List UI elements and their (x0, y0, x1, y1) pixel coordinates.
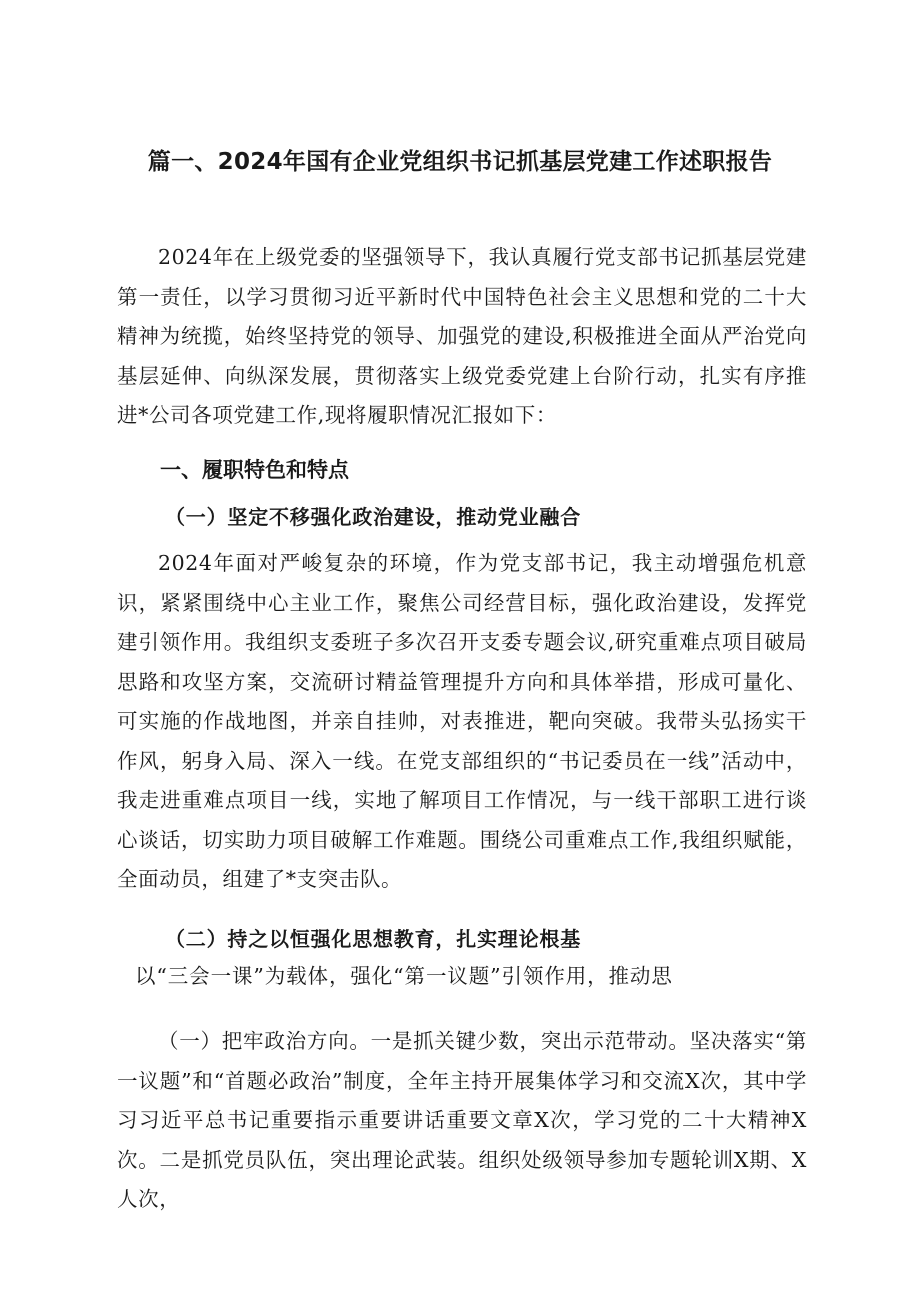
subsection-2-paragraph: 以“三会一课”为载体，强化“第一议题”引领作用，推动思 (135, 964, 673, 988)
subsection-3-paragraph: （一）把牢政治方向。一是抓关键少数，突出示范带动。坚决落实“第一议题”和“首题必政治”制度，全年主持开展集体学习和交流X次，其中学习习近平总书记重要指示重要讲话重要文章X次，学习党的二十大精神X次。二是抓党员队伍，突出理论武装。组织处级领导参加专题轮训X期、X人次， (117, 1029, 807, 1211)
intro-paragraph: 2024年在上级党委的坚强领导下，我认真履行党支部书记抓基层党建第一责任，以学习贯彻习近平新时代中国特色社会主义思想和党的二十大精神为统揽，始终坚持党的领导、加强党的建设,积极推进全面从严治党向基层延伸、向纵深发展，贯彻落实上级党委党建上台阶行动，扎实有序推进*公司各项党建工作,现将履职情况汇报如下： (117, 245, 807, 427)
section-heading-1: 一、履职特色和特点 (160, 458, 349, 482)
subsection-1-paragraph: 2024年面对严峻复杂的环境，作为党支部书记，我主动增强危机意识，紧紧围绕中心主业工作，聚焦公司经营目标，强化政治建设，发挥党建引领作用。我组织支委班子多次召开支委专题会议,研究重难点项目破局思路和攻坚方案，交流研讨精益管理提升方向和具体举措，形成可量化、可实施的作战地图，并亲自挂帅，对表推进，靶向突破。我带头弘扬实干作风，躬身入局、深入一线。在党支部组织的“书记委员在一线”活动中，我走进重难点项目一线，实地了解项目工作情况，与一线干部职工进行谈心谈话，切实助力项目破解工作难题。围绕公司重难点工作,我组织赋能，全面动员，组建了*支突击队。 (117, 551, 807, 891)
subsection-heading-1: （一）坚定不移强化政治建设，推动党业融合 (165, 505, 581, 529)
document-title: 篇一、2024年国有企业党组织书记抓基层党建工作述职报告 (147, 149, 773, 175)
subsection-heading-2: （二）持之以恒强化思想教育，扎实理论根基 (165, 927, 581, 951)
